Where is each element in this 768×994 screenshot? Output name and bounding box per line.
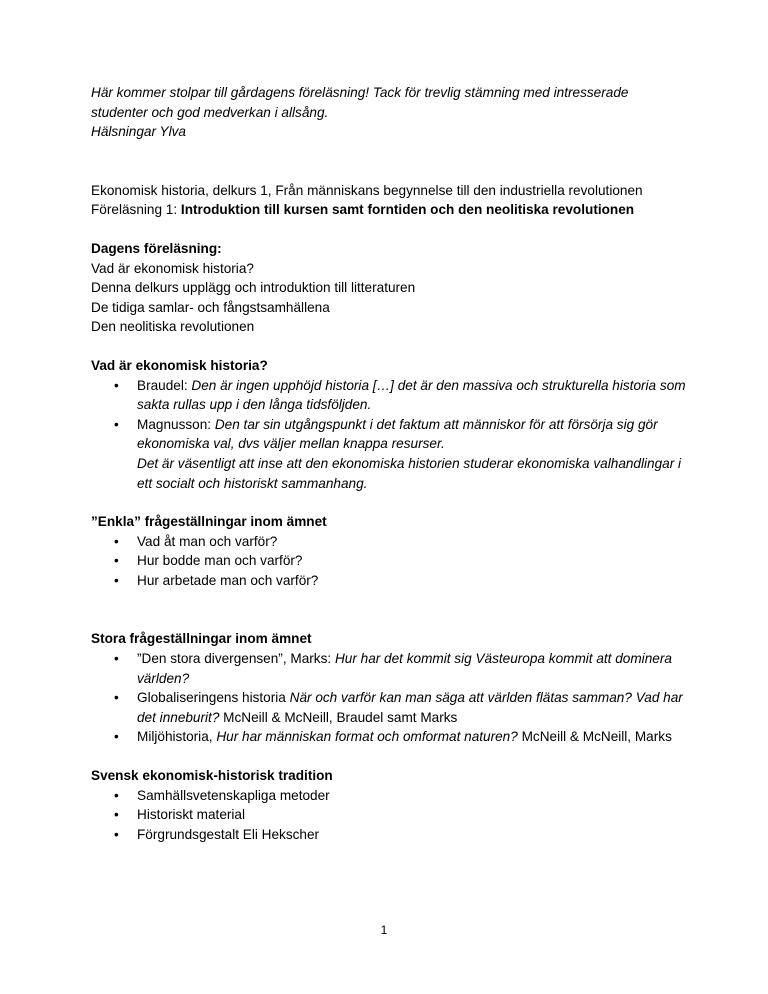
- today-heading: Dagens föreläsning:: [91, 240, 222, 256]
- page-number: 1: [380, 923, 388, 937]
- course-title: Ekonomisk historia, delkurs 1, Från människans begynnelse till den industriella revolutionen: [91, 182, 643, 198]
- divergence-item: [91, 649, 691, 688]
- simple-item: • Hur arbetade man och varför?: [91, 571, 691, 591]
- magnusson-quote: Den tar sin utgångspunkt i det faktum att människor för att försörja sig gör ekonomiska val, dvs väljer mellan knappa resurser.: [137, 416, 658, 452]
- today-item: De tidiga samlar- och fångstsamhällena: [91, 299, 330, 315]
- magnusson-name: Magnusson:: [137, 416, 215, 432]
- globalization-question: När och varför kan man säga att världen flätas samman? Vad har det inneburit?: [137, 690, 683, 725]
- swedish-item: • Historiskt material: [91, 805, 691, 825]
- today-item: Den neolitiska revolutionen: [91, 319, 255, 335]
- what-is-list: [91, 376, 691, 494]
- simple-item: • Hur bodde man och varför?: [91, 551, 691, 571]
- braudel-item: [91, 376, 691, 415]
- environment-question: Hur har människan format och omformat naturen?: [216, 729, 518, 745]
- magnusson-item: [91, 415, 691, 493]
- globalization-refs: McNeill & McNeill, Braudel samt Marks: [219, 709, 458, 725]
- simple-heading: ”Enkla” frågeställningar inom ämnet: [91, 514, 327, 530]
- swedish-item: • Förgrundsgestalt Eli Hekscher: [91, 825, 691, 845]
- simple-list: [91, 532, 691, 591]
- what-is-heading: Vad är ekonomisk historia?: [91, 357, 268, 373]
- swedish-list: [91, 786, 691, 845]
- big-list: [91, 649, 691, 747]
- braudel-quote: Den är ingen upphöjd historia […] det är den massiva och strukturella historia som sakta rullas upp i den långa tidsföljden.: [137, 377, 686, 413]
- today-item: Vad är ekonomisk historia?: [91, 260, 254, 276]
- today-item: Denna delkurs upplägg och introduktion till litteraturen: [91, 280, 416, 296]
- swedish-item: • Samhällsvetenskapliga metoder: [91, 786, 691, 806]
- intro-line-1: Här kommer stolpar till gårdagens föreläsning! Tack för trevlig stämning med intresserade: [91, 85, 629, 100]
- lecture-line: [91, 200, 691, 220]
- environment-refs: McNeill & McNeill, Marks: [517, 729, 672, 745]
- big-heading: Stora frågeställningar inom ämnet: [91, 631, 312, 647]
- document-body: [91, 83, 691, 844]
- globalization-item: [91, 688, 691, 727]
- lecture-prefix: Föreläsning 1:: [91, 202, 181, 218]
- simple-item: • Vad åt man och varför?: [91, 532, 691, 552]
- braudel-name: Braudel:: [137, 377, 192, 393]
- divergence-question: Hur har det kommit sig Västeuropa kommit att dominera världen?: [137, 651, 672, 686]
- globalization-text: Globaliseringens historia: [137, 690, 290, 706]
- magnusson-extra: Det är väsentligt att inse att den ekonomiska historien studerar ekonomiska valhandlingar i ett socialt och historiskt sammanhang.: [137, 455, 682, 491]
- environment-text: Miljöhistoria,: [137, 729, 217, 745]
- divergence-text: ”Den stora divergensen”, Marks:: [137, 651, 335, 667]
- intro-line-2: studenter och god medverkan i allsång.: [91, 104, 329, 120]
- intro-signature: Hälsningar Ylva: [91, 124, 186, 140]
- environment-item: [91, 727, 691, 747]
- lecture-title: Introduktion till kursen samt forntiden och den neolitiska revolutionen: [180, 202, 635, 218]
- swedish-heading: Svensk ekonomisk-historisk tradition: [91, 768, 333, 784]
